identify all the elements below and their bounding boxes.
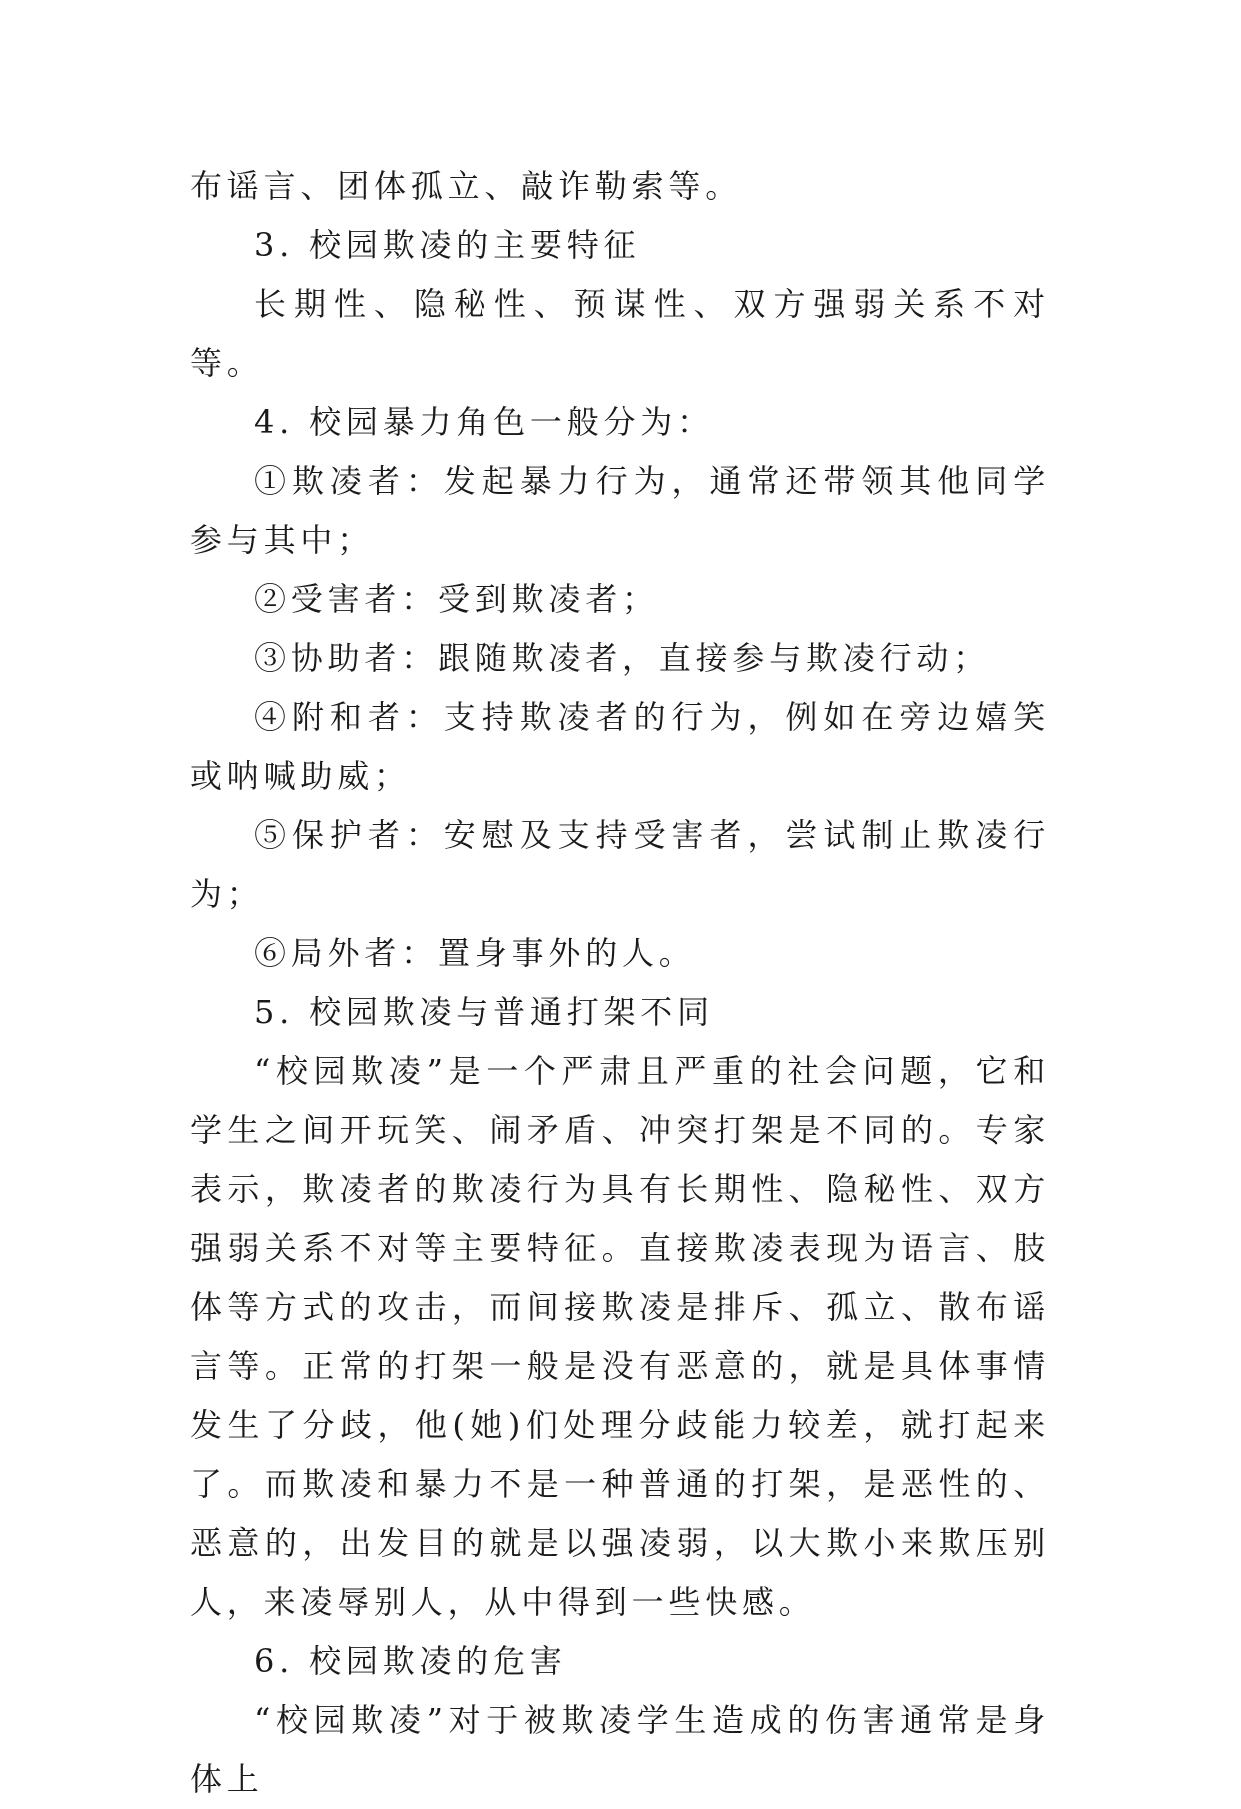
role-item-outsider: ⑥局外者：置身事外的人。	[254, 934, 696, 972]
document-page	[190, 157, 1050, 1809]
section-heading-4: 4. 校园暴力角色一般分为：	[254, 403, 714, 441]
paragraph-features: 长期性、隐秘性、预谋性、双方强弱关系不对等。	[190, 285, 1050, 382]
section-heading-5: 5. 校园欺凌与普通打架不同	[254, 993, 714, 1031]
paragraph-difference: “校园欺凌”是一个严肃且严重的社会问题，它和学生之间开玩笑、闹矛盾、冲突打架是不同的。专家表示，欺凌者的欺凌行为具有长期性、隐秘性、双方强弱关系不对等主要特征。直接欺凌表现为语言、肢体等方式的攻击，而间接欺凌是排斥、孤立、散布谣言等。正常的打架一般是没有恶意的，就是具体事情发生了分歧，他(她)们处理分歧能力较差，就打起来了。而欺凌和暴力不是一种普通的打架，是恶性的、恶意的，出发目的就是以强凌弱，以大欺小来欺压别人，来凌辱别人，从中得到一些快感。	[190, 1052, 1050, 1621]
role-item-assistant: ③协助者：跟随欺凌者，直接参与欺凌行动；	[254, 639, 991, 677]
role-item-reinforcer: ④附和者：支持欺凌者的行为，例如在旁边嬉笑或呐喊助威；	[190, 698, 1050, 795]
role-item-bully: ①欺凌者：发起暴力行为，通常还带领其他同学参与其中；	[190, 462, 1050, 559]
paragraph-harm: “校园欺凌”对于被欺凌学生造成的伤害通常是身体上	[190, 1701, 1050, 1798]
section-heading-6: 6. 校园欺凌的危害	[254, 1642, 567, 1680]
paragraph-continuation: 布谣言、团体孤立、敲诈勒索等。	[190, 167, 743, 205]
role-item-defender: ⑤保护者：安慰及支持受害者，尝试制止欺凌行为；	[190, 816, 1050, 913]
role-item-victim: ②受害者：受到欺凌者；	[254, 580, 659, 618]
section-heading-3: 3. 校园欺凌的主要特征	[254, 226, 641, 264]
